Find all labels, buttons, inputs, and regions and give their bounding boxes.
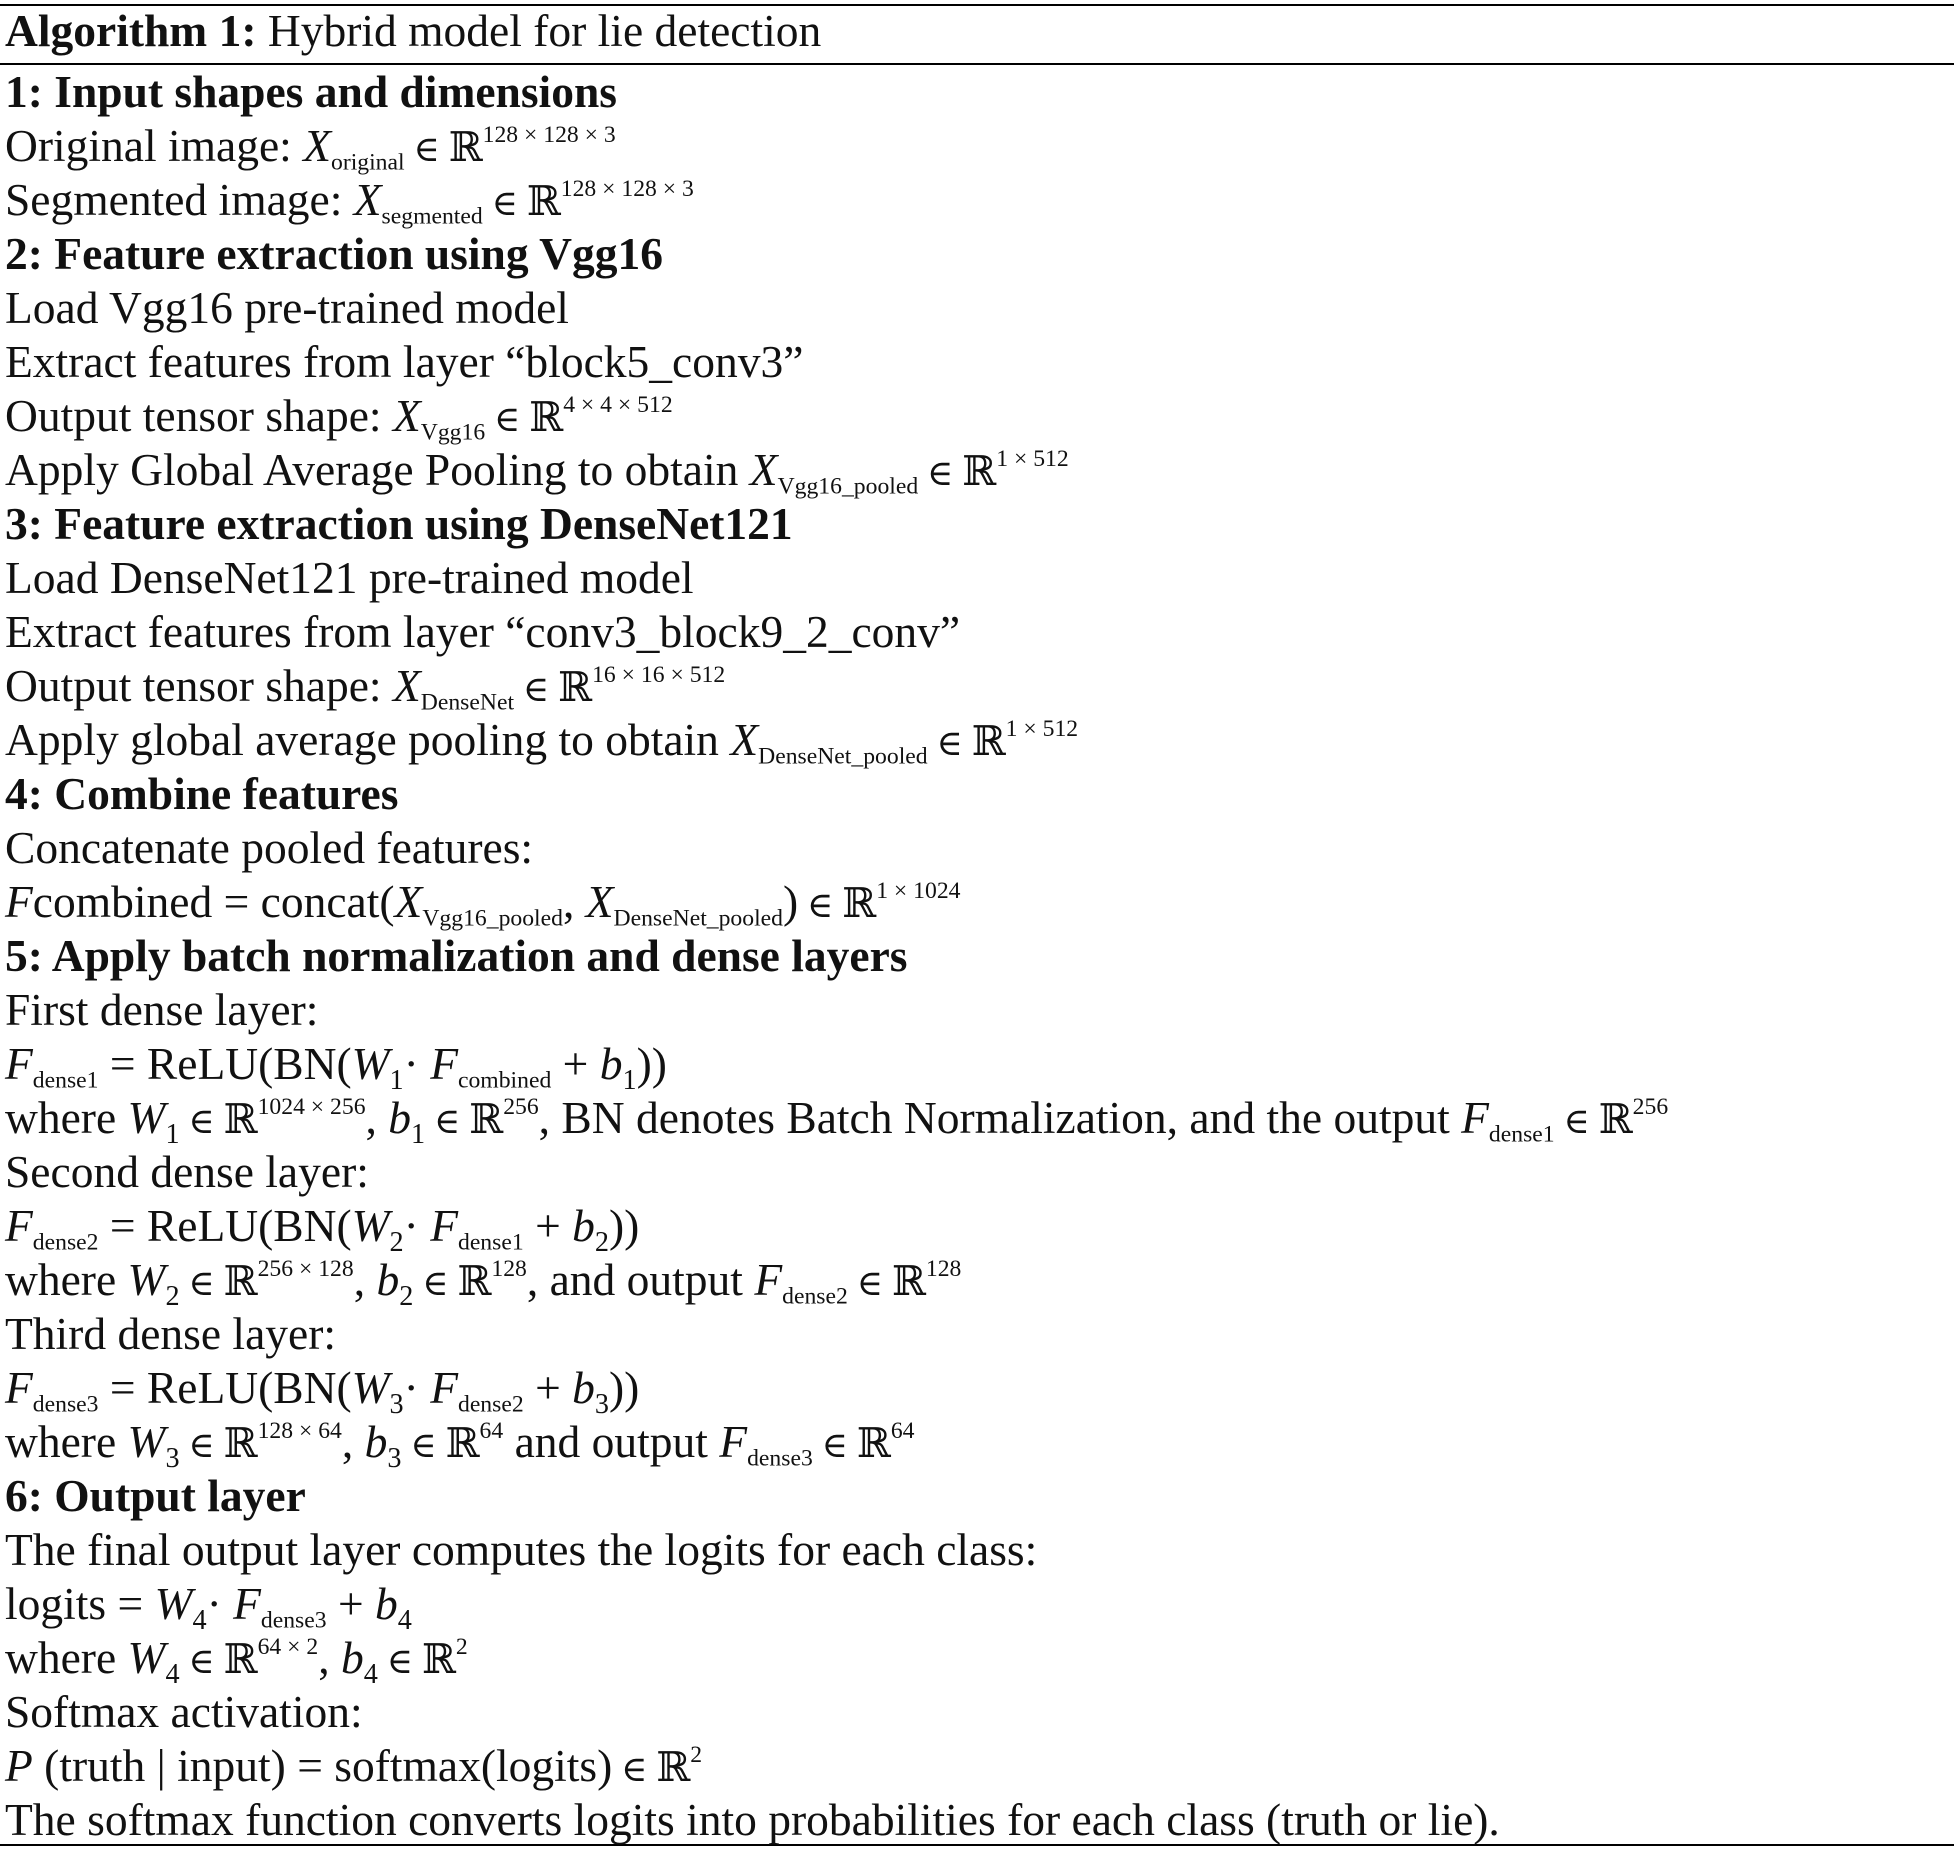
step5-heading: 5: Apply batch normalization and dense layers (5, 930, 908, 981)
step5-first-label: First dense layer: (5, 984, 319, 1035)
step2-shape-line: Output tensor shape: $X_{Vgg16}$ ∈ ℝ$^{4 \times 4 \times 512}$ (5, 390, 673, 446)
step3-load: Load DenseNet121 pre-trained model (5, 552, 694, 603)
step5-dense3-equation: $F_{dense3}$ = $ReLU(BN(W_3\cdot F_{dense2} + b_3))$ (5, 1362, 640, 1420)
step5-third-label: Third dense layer: (5, 1308, 337, 1359)
step5-dense1-equation: $F_{dense1}$ = $ReLU(BN(W_1\cdot F_{combined} + b_1))$ (5, 1038, 667, 1096)
step5-second-label: Second dense layer: (5, 1146, 369, 1197)
step3-heading: 3: Feature extraction using DenseNet121 (5, 498, 793, 549)
step5-dense2-equation: $F_{dense2}$ = $ReLU(BN(W_2\cdot F_{dense1} + b_2))$ (5, 1200, 640, 1258)
step3-pool-line: Apply global average pooling to obtain $X_{DenseNet\_pooled}$ ∈ ℝ$^{1 \times 512}$ (5, 714, 1079, 770)
step2-extract: Extract features from layer “block5_conv3” (5, 336, 804, 387)
step5-dense2-where: where $W_2$ ∈ ℝ$^{256 \times 128}$, $b_2$ ∈ ℝ$^{128}$, and output $F_{dense2}$ ∈ ℝ$^{128}$ (5, 1254, 962, 1312)
step1-segmented-line: Segmented image: $X_{segmented}$ ∈ ℝ$^{128 \times 128 \times 3}$ (5, 174, 694, 230)
step6-final-line: The final output layer computes the logits for each class: (5, 1524, 1038, 1575)
step5-dense3-where: where $W_3$ ∈ ℝ$^{128 \times 64}$, $b_3$ ∈ ℝ$^{64}$ and output $F_{dense3}$ ∈ ℝ$^{64}$ (5, 1416, 915, 1474)
step3-extract: Extract features from layer “conv3_block9_2_conv” (5, 606, 961, 657)
step5-dense1-where: where $W_1$ ∈ ℝ$^{1024 \times 256}$, $b_1$ ∈ ℝ$^{256}$, BN denotes Batch Normalization, and the output $F_{dense1}$ ∈ ℝ$^{256}$ (5, 1092, 1669, 1150)
step6-heading: 6: Output layer (5, 1470, 306, 1521)
step1-heading: 1: Input shapes and dimensions (5, 66, 617, 117)
algorithm-label: Algorithm 1: (5, 5, 257, 56)
step2-load: Load Vgg16 pre-trained model (5, 282, 569, 333)
step6-logits-equation: logits = $W_4\cdot F_{dense3} + b_4$ (5, 1578, 412, 1636)
step6-where-line: where $W_4$ ∈ ℝ$^{64 \times 2}$, $b_4$ ∈ ℝ$^2$ (5, 1632, 468, 1690)
algorithm-title (5, 4, 821, 58)
step6-conclusion: The softmax function converts logits into probabilities for each class (truth or lie). (5, 1794, 1500, 1845)
step2-pool-line: Apply Global Average Pooling to obtain $X_{Vgg16\_pooled}$ ∈ ℝ$^{1 \times 512}$ (5, 444, 1069, 500)
step2-heading: 2: Feature extraction using Vgg16 (5, 228, 663, 279)
step6-softmax-label: Softmax activation: (5, 1686, 363, 1737)
step6-probability-equation: P (truth | input) = softmax(logits) ∈ ℝ$^2$ (5, 1740, 703, 1791)
step1-original-line: Original image: $X_{original}$ ∈ ℝ$^{128 \times 128 \times 3}$ (5, 120, 616, 176)
step4-concat-label: Concatenate pooled features: (5, 822, 534, 873)
step4-heading: 4: Combine features (5, 768, 399, 819)
algorithm-title-text: Hybrid model for lie detection (267, 5, 822, 56)
step4-concat-equation: Fcombined = $concat(X_{Vgg16\_pooled}$, $X_{DenseNet\_pooled}$) ∈ ℝ$^{1 \times 1024}$ (5, 876, 961, 932)
step3-shape-line: Output tensor shape: $X_{DenseNet}$ ∈ ℝ$^{16 \times 16 \times 512}$ (5, 660, 726, 716)
